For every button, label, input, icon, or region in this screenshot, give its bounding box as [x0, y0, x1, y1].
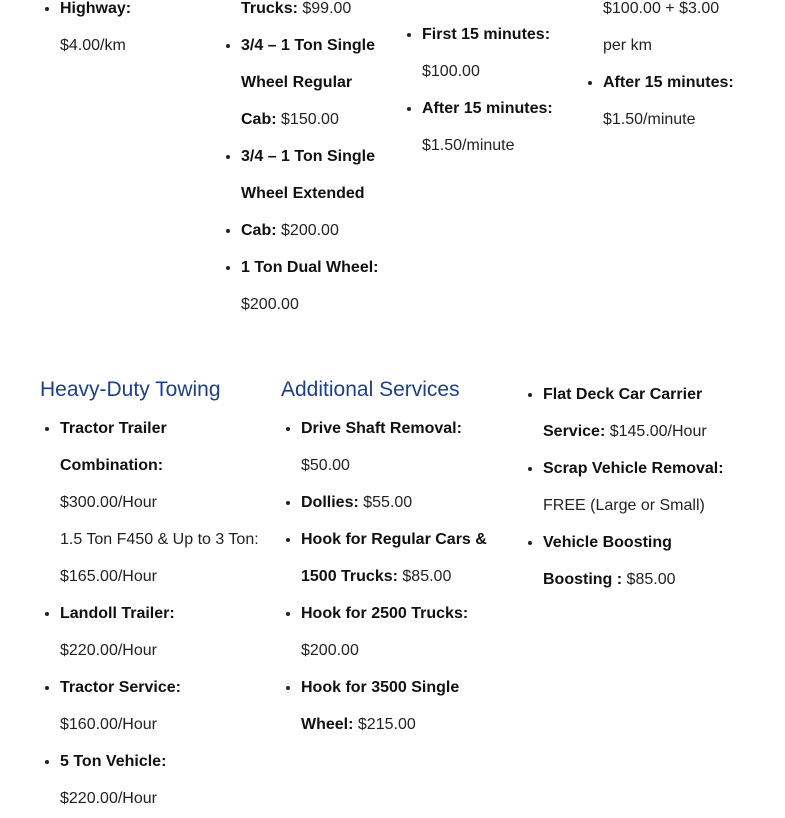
- item-label: Drive Shaft Removal:: [301, 420, 462, 437]
- item-label: Vehicle Boosting Boosting :: [543, 534, 672, 588]
- item-label: Tractor Trailer Combination:: [60, 420, 167, 474]
- list-additional-services: [281, 410, 496, 743]
- item-price: $50.00: [301, 457, 350, 474]
- item-price: $145.00/Hour: [609, 423, 707, 440]
- item-price: $99.00: [302, 0, 352, 17]
- item-price: $85.00: [402, 568, 452, 585]
- list-item: [422, 16, 562, 90]
- item-label: Hook for 3500 Single Wheel:: [301, 679, 460, 733]
- item-price: FREE (Large or Small): [543, 497, 705, 514]
- item-price: $300.00/Hour: [60, 494, 157, 511]
- list-item: [60, 410, 262, 521]
- list-top-col1: [40, 0, 190, 64]
- item-price: $100.00 + $3.00 per km: [603, 0, 720, 54]
- item-price: $150.00: [281, 111, 339, 128]
- list-item: [60, 0, 190, 64]
- list-item: [603, 0, 738, 64]
- item-label: Dollies:: [301, 494, 359, 511]
- list-item: [60, 743, 262, 817]
- item-label: After 15 minutes:: [603, 74, 734, 91]
- list-item: [422, 90, 562, 164]
- heading-heavy-duty-towing: Heavy-Duty Towing: [40, 378, 221, 401]
- list-item: [301, 521, 496, 595]
- item-label: Flat Deck Car Carrier Service:: [543, 386, 703, 440]
- item-price: $1.50/minute: [422, 137, 515, 154]
- list-item: [543, 376, 733, 450]
- list-item: [60, 595, 262, 669]
- list-item: [60, 521, 262, 595]
- item-price: $1.50/minute: [603, 111, 696, 128]
- item-price: $215.00: [357, 716, 416, 733]
- list-item: [60, 669, 262, 743]
- list-item: [241, 0, 383, 27]
- list-item: [241, 138, 383, 212]
- item-price: $55.00: [363, 494, 413, 511]
- item-price: $200.00: [301, 642, 359, 659]
- list-item: [241, 249, 383, 323]
- list-item: [241, 212, 383, 249]
- list-top-col4: [583, 0, 738, 138]
- list-item: [543, 450, 733, 524]
- list-heavy-duty: [40, 410, 262, 817]
- item-label: 3/4 – 1 Ton Single Wheel Regular Cab:: [241, 37, 375, 128]
- list-item: [301, 410, 496, 484]
- item-label: 3/4 – 1 Ton Single Wheel Extended: [241, 148, 375, 202]
- item-label: Cab:: [241, 222, 277, 239]
- item-price: $220.00/Hour: [60, 790, 157, 807]
- list-item: [603, 64, 738, 138]
- list-item: [543, 524, 733, 598]
- item-label: 5 Ton Vehicle:: [60, 753, 167, 770]
- item-label: Hook for 2500 Trucks:: [301, 605, 469, 622]
- heading-additional-services: Additional Services: [281, 378, 460, 401]
- item-price: $220.00/Hour: [60, 642, 157, 659]
- list-item: [301, 669, 496, 743]
- list-item: [301, 484, 496, 521]
- item-price: $160.00/Hour: [60, 716, 157, 733]
- list-item: [241, 27, 383, 138]
- item-price: $200.00: [241, 296, 299, 313]
- item-price: $4.00/km: [60, 37, 126, 54]
- item-label: 1 Ton Dual Wheel:: [241, 259, 379, 276]
- list-item: [301, 595, 496, 669]
- item-label: Hook for Regular Cars & 1500 Trucks:: [301, 531, 487, 585]
- item-label: Highway:: [60, 0, 132, 17]
- item-price: $100.00: [422, 63, 480, 80]
- item-label: Tractor Service:: [60, 679, 181, 696]
- item-price: $200.00: [281, 222, 339, 239]
- item-price: $85.00: [626, 571, 676, 588]
- item-label: Trucks:: [241, 0, 298, 17]
- item-label: After 15 minutes:: [422, 100, 553, 117]
- item-price: 1.5 Ton F450 & Up to 3 Ton: $165.00/Hour: [60, 531, 259, 585]
- list-more-services: [523, 376, 733, 598]
- item-label: Landoll Trailer:: [60, 605, 175, 622]
- item-label: Scrap Vehicle Removal:: [543, 460, 724, 477]
- item-label: First 15 minutes:: [422, 26, 551, 43]
- list-top-col3: [402, 16, 562, 164]
- list-top-col2: [221, 0, 383, 323]
